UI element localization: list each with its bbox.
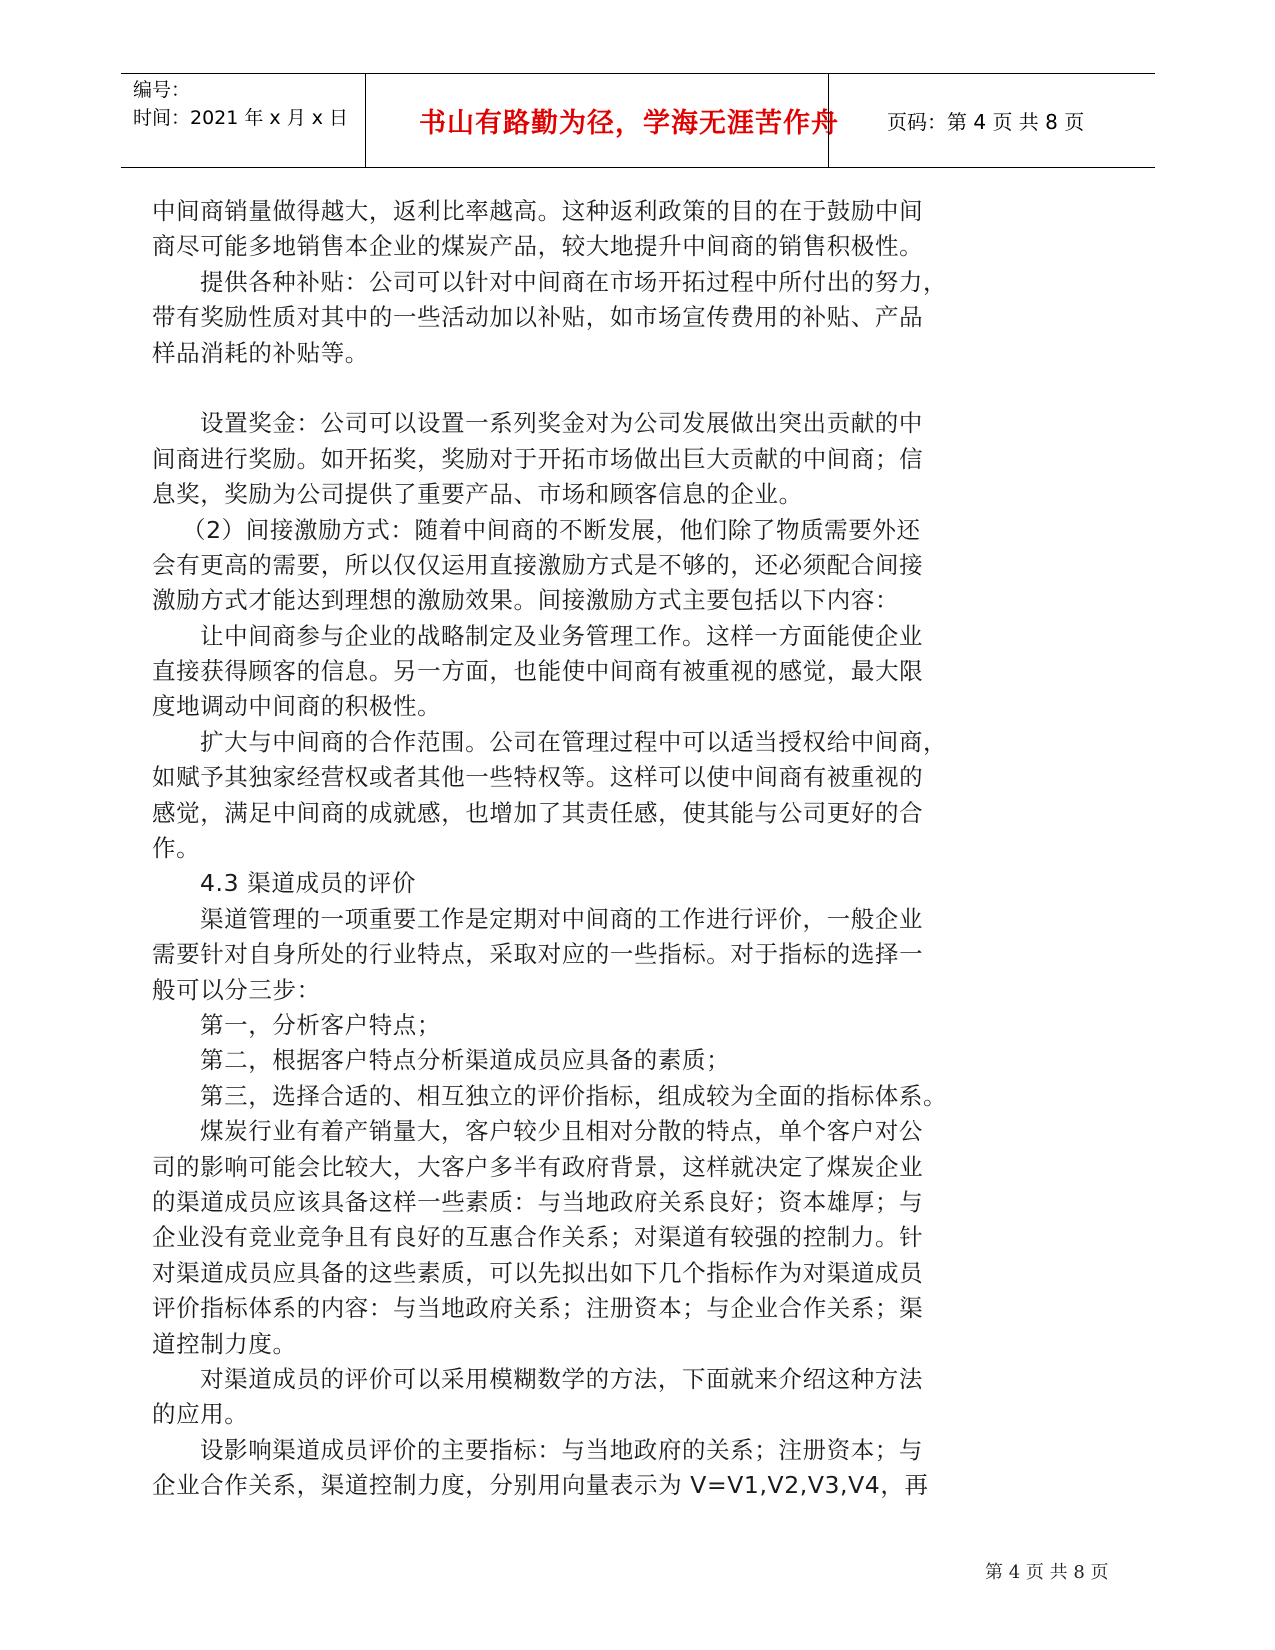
body-line: 样品消耗的补贴等。 bbox=[152, 338, 369, 367]
body-line: 度地调动中间商的积极性。 bbox=[152, 692, 442, 721]
body-line: 司的影响可能会比较大，大客户多半有政府背景，这样就决定了煤炭企业 bbox=[152, 1152, 924, 1181]
header-divider bbox=[828, 74, 829, 167]
document-body bbox=[152, 194, 960, 1503]
document-date: 时间：2021 年 x 月 x 日 bbox=[133, 107, 349, 129]
body-line: 如赋予其独家经营权或者其他一些特权等。这样可以使中间商有被重视的 bbox=[152, 763, 924, 792]
body-line: 对渠道成员的评价可以采用模糊数学的方法，下面就来介绍这种方法 bbox=[200, 1364, 923, 1393]
body-line: 间商进行奖励。如开拓奖，奖励对于开拓市场做出巨大贡献的中间商；信 bbox=[152, 444, 924, 473]
body-line: 让中间商参与企业的战略制定及业务管理工作。这样一方面能使企业 bbox=[200, 621, 923, 650]
body-line: 直接获得顾客的信息。另一方面，也能使中间商有被重视的感觉，最大限 bbox=[152, 657, 924, 686]
body-line: 带有奖励性质对其中的一些活动加以补贴，如市场宣传费用的补贴、产品 bbox=[152, 303, 924, 332]
body-line: 对渠道成员应具备的这些素质，可以先拟出如下几个指标作为对渠道成员 bbox=[152, 1258, 924, 1287]
body-line: 第一，分析客户特点； bbox=[200, 1010, 441, 1039]
body-line: 商尽可能多地销售本企业的煤炭产品，较大地提升中间商的销售积极性。 bbox=[152, 232, 924, 261]
body-line: 的应用。 bbox=[152, 1400, 249, 1429]
body-line: 的渠道成员应该具备这样一些素质：与当地政府关系良好；资本雄厚；与 bbox=[152, 1187, 924, 1216]
body-line: 设影响渠道成员评价的主要指标：与当地政府的关系；注册资本；与 bbox=[200, 1435, 923, 1464]
section-heading: 4.3 渠道成员的评价 bbox=[200, 869, 416, 898]
body-line: 企业没有竞业竞争且有良好的互惠合作关系；对渠道有较强的控制力。针 bbox=[152, 1223, 924, 1252]
body-line: 道控制力度。 bbox=[152, 1329, 297, 1358]
body-line: 第三，选择合适的、相互独立的评价指标，组成较为全面的指标体系。 bbox=[200, 1081, 948, 1110]
body-line: 评价指标体系的内容：与当地政府关系；注册资本；与企业合作关系；渠 bbox=[152, 1294, 924, 1323]
body-line: 渠道管理的一项重要工作是定期对中间商的工作进行评价，一般企业 bbox=[200, 904, 923, 933]
body-line: 设置奖金：公司可以设置一系列奖金对为公司发展做出突出贡献的中 bbox=[200, 409, 923, 438]
body-line: 提供各种补贴：公司可以针对中间商在市场开拓过程中所付出的努力， bbox=[200, 267, 948, 296]
body-line: 煤炭行业有着产销量大，客户较少且相对分散的特点，单个客户对公 bbox=[200, 1117, 923, 1146]
body-line: 作。 bbox=[152, 834, 201, 863]
body-line: （2）间接激励方式：随着中间商的不断发展，他们除了物质需要外还 bbox=[182, 515, 921, 544]
body-line: 第二，根据客户特点分析渠道成员应具备的素质； bbox=[200, 1046, 731, 1075]
paragraph-gap bbox=[152, 371, 960, 406]
header-meta bbox=[133, 76, 348, 132]
body-line: 需要针对自身所处的行业特点，采取对应的一些指标。对于指标的选择一 bbox=[152, 940, 924, 969]
page-header bbox=[121, 73, 1155, 168]
body-line: 般可以分三步： bbox=[152, 975, 321, 1004]
body-line: 中间商销量做得越大，返利比率越高。这种返利政策的目的在于鼓励中间 bbox=[152, 197, 924, 225]
header-motto: 书山有路勤为径，学海无涯苦作舟 bbox=[419, 108, 839, 139]
header-divider bbox=[365, 74, 366, 167]
body-line: 企业合作关系，渠道控制力度，分别用向量表示为 V=V1,V2,V3,V4，再 bbox=[152, 1471, 929, 1500]
body-line: 感觉，满足中间商的成就感，也增加了其责任感，使其能与公司更好的合 bbox=[152, 798, 924, 827]
document-number-label: 编号： bbox=[133, 79, 191, 101]
header-page-info: 页码：第 4 页 共 8 页 bbox=[887, 110, 1085, 134]
body-line: 会有更高的需要，所以仅仅运用直接激励方式是不够的，还必须配合间接 bbox=[152, 550, 924, 579]
body-line: 扩大与中间商的合作范围。公司在管理过程中可以适当授权给中间商， bbox=[200, 727, 948, 756]
body-line: 激励方式才能达到理想的激励效果。间接激励方式主要包括以下内容： bbox=[152, 586, 900, 615]
body-line: 息奖，奖励为公司提供了重要产品、市场和顾客信息的企业。 bbox=[152, 480, 803, 509]
page-footer: 第 4 页 共 8 页 bbox=[985, 1562, 1109, 1583]
